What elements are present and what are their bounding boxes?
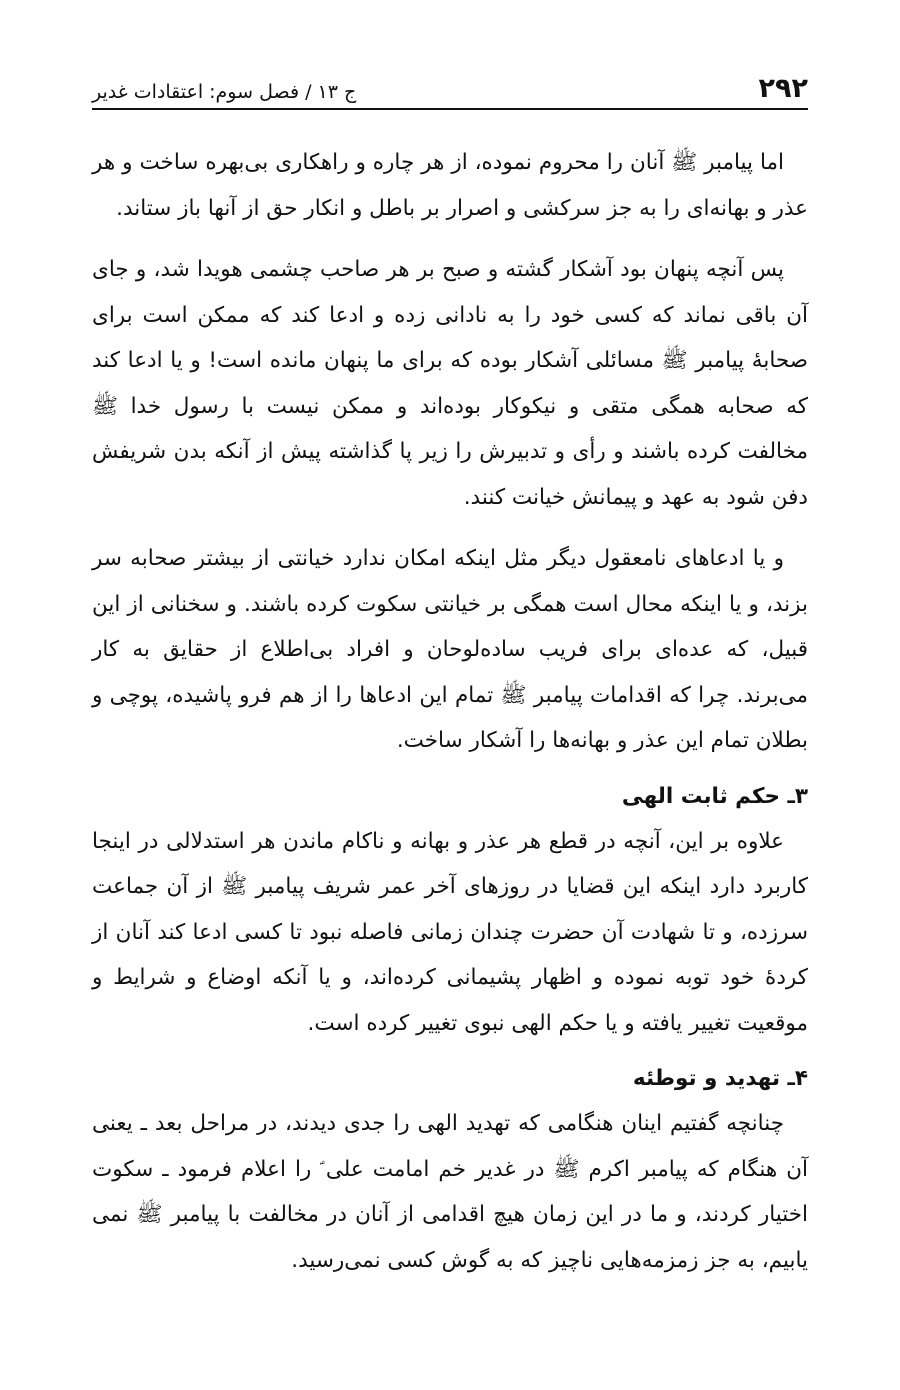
page-header [92, 58, 808, 110]
page-body [92, 140, 808, 1283]
paragraph-5: چنانچه گفتیم اینان هنگامی که تهدید الهی را جدی دیدند، در مراحل بعد ـ یعنی آن هنگام که پیامبر اکرم ﷺ در غدیر خم امامت علی ؑ را اعلام فرمود ـ سکوت اختیار کردند، و ما در این زمان هیچ اقدامی از آنان در مخالفت با پیامبر ﷺ نمی یابیم، به جز زمزمه‌هایی ناچیز که به گوش کسی نمی‌رسید. [92, 1111, 808, 1273]
section-heading-3: ۳ـ حکم ثابت الهی [621, 783, 808, 809]
paragraph-2: پس آنچه پنهان بود آشکار گشته و صبح بر هر صاحب چشمی هویدا شد، و جای آن باقی نماند که کسی خود را به نادانی زده و ادعا کند که ممکن است برای صحابهٔ پیامبر ﷺ مسائلی آشکار بوده که برای ما پنهان مانده است! و یا ادعا کند که صحابه همگی متقی و نیکوکار بوده‌اند و ممکن نیست با رسول خدا ﷺ مخالفت کرده باشند و رأی و تدبیرش را زیر پا گذاشته پیش از آنکه بدن شریفش دفن شود به عهد و پیمانش خیانت کنند. [92, 257, 808, 510]
page-number: ۲۹۲ [758, 73, 808, 104]
paragraph-1: اما پیامبر ﷺ آنان را محروم نموده، از هر چاره و راهکاری بی‌بهره ساخت و هر عذر و بهانه‌ای را به جز سرکشی و اصرار بر باطل و انکار حق از آنها باز ستاند. [92, 150, 808, 221]
running-title: ج ۱۳ / فصل سوم: اعتقادات غدیر [92, 81, 357, 103]
book-page [92, 58, 808, 1283]
section-heading-4: ۴ـ تهدید و توطئه [632, 1066, 808, 1091]
paragraph-3: و یا ادعاهای نامعقول دیگر مثل اینکه امکان ندارد خیانتی از بیشتر صحابه سر بزند، و یا اینکه محال است همگی بر خیانتی سکوت کرده باشند. و سخنانی از این قبیل، که عده‌ای برای فریب ساده‌لوحان و افراد بی‌اطلاع از حقایق به کار می‌برند. چرا که اقدامات پیامبر ﷺ تمام این ادعاها را از هم فرو پاشیده، پوچی و بطلان تمام این عذر و بهانه‌ها را آشکار ساخت. [92, 546, 808, 753]
paragraph-4: علاوه بر این، آنچه در قطع هر عذر و بهانه و ناکام ماندن هر استدلالی در اینجا کاربرد دارد اینکه این قضایا در روزهای آخر عمر شریف پیامبر ﷺ از آن جماعت سرزده، و تا شهادت آن حضرت چندان زمانی فاصله نبود تا کسی ادعا کند آنان از کردهٔ خود توبه نموده و اظهار پشیمانی کرده‌اند، و یا آنکه اوضاع و شرایط و موقعیت تغییر یافته و یا حکم الهی نبوی تغییر کرده است. [92, 828, 808, 1036]
